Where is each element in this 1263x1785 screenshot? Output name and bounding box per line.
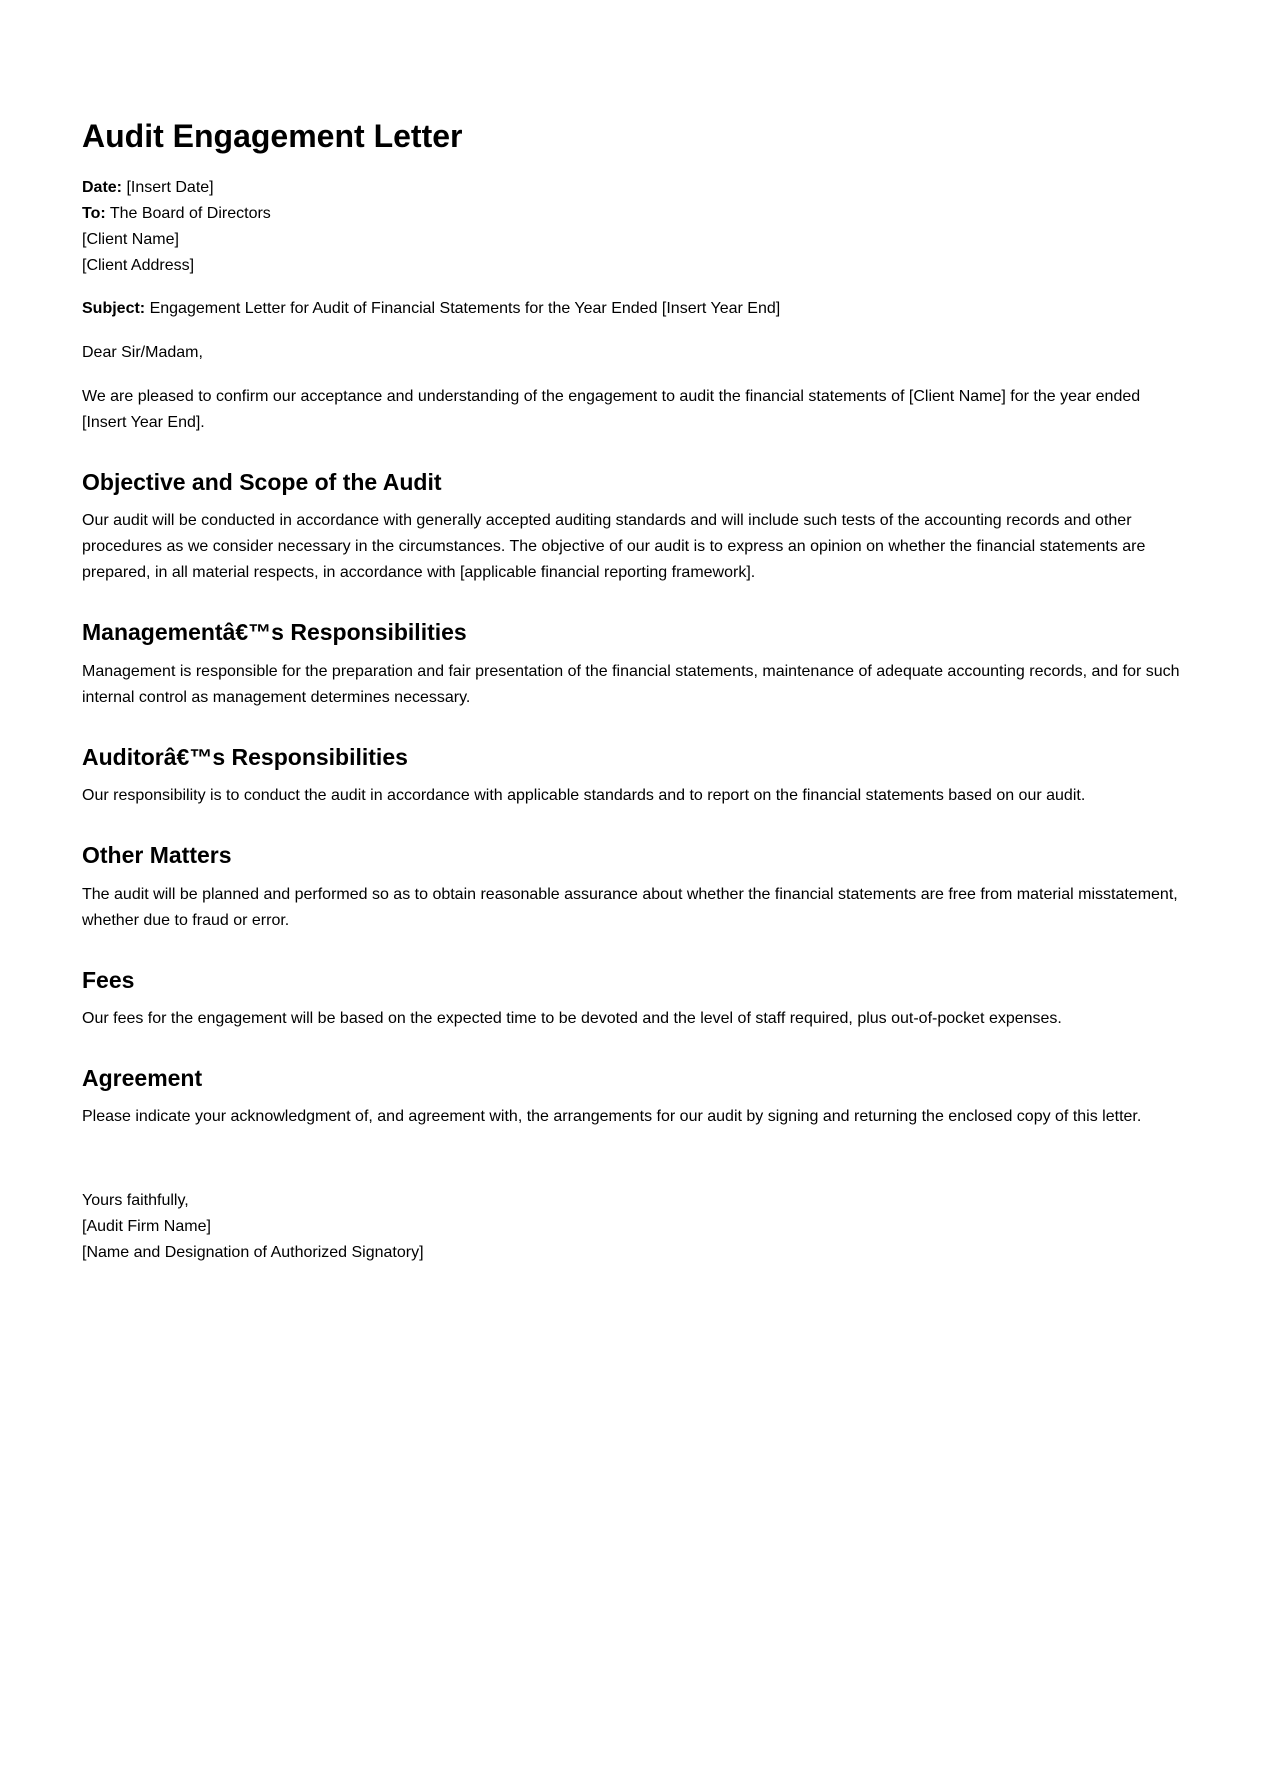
section-heading-management: Managementâ€™s Responsibilities: [82, 619, 467, 646]
section-body-objective: Our audit will be conducted in accordance with generally accepted auditing standards and will include such tests of the accounting records and other procedures as we consider necessary in the circumstances. The objective of our audit is to express an opinion on whether the financial statements are prepared, in all material respects, in accordance with [applicable financial reporting framework].: [82, 512, 1146, 582]
section-heading-agreement: Agreement: [82, 1064, 203, 1091]
salutation: Dear Sir/Madam,: [82, 343, 203, 361]
to-value: The Board of Directors: [109, 204, 271, 222]
section-heading-auditor: Auditorâ€™s Responsibilities: [82, 743, 408, 770]
document-title: Audit Engagement Letter: [82, 118, 463, 154]
firm-name: [Audit Firm Name]: [82, 1218, 211, 1236]
valediction: Yours faithfully,: [82, 1192, 189, 1210]
section-body-auditor: Our responsibility is to conduct the audit in accordance with applicable standards and to report on the financial statements based on our audit.: [82, 787, 1086, 805]
letter-header: [82, 175, 1181, 279]
closing-block: [82, 1188, 1181, 1266]
section-body-agreement: Please indicate your acknowledgment of, and agreement with, the arrangements for our audit by signing and returning the enclosed copy of this letter.: [82, 1108, 1142, 1126]
section-body-other-matters: The audit will be planned and performed so as to obtain reasonable assurance about whether the financial statements are free from material misstatement, whether due to fraud or error.: [82, 885, 1178, 929]
date-label: Date:: [82, 178, 123, 196]
section-body-management: Management is responsible for the preparation and fair presentation of the financial statements, maintenance of adequate accounting records, and for such internal control as management determines necessary.: [82, 662, 1180, 706]
section-heading-other-matters: Other Matters: [82, 842, 232, 869]
section-heading-objective: Objective and Scope of the Audit: [82, 468, 442, 495]
date-value: [Insert Date]: [126, 178, 214, 196]
section-body-fees: Our fees for the engagement will be based on the expected time to be devoted and the level of staff required, plus out-of-pocket expenses.: [82, 1009, 1062, 1027]
subject-label: Subject:: [82, 299, 146, 317]
signatory: [Name and Designation of Authorized Signatory]: [82, 1244, 424, 1262]
recipient-line: [82, 201, 1181, 227]
subject-value: Engagement Letter for Audit of Financial Statements for the Year Ended [Insert Year End]: [149, 299, 781, 317]
section-heading-fees: Fees: [82, 966, 135, 993]
subject-line: [82, 296, 1181, 322]
to-label: To:: [82, 204, 106, 222]
client-name: [Client Name]: [82, 230, 179, 248]
intro-paragraph: We are pleased to confirm our acceptance and understanding of the engagement to audit the financial statements of [Client Name] for the year ended [Insert Year End].: [82, 387, 1141, 431]
date-line: [82, 175, 1181, 201]
client-address: [Client Address]: [82, 256, 195, 274]
